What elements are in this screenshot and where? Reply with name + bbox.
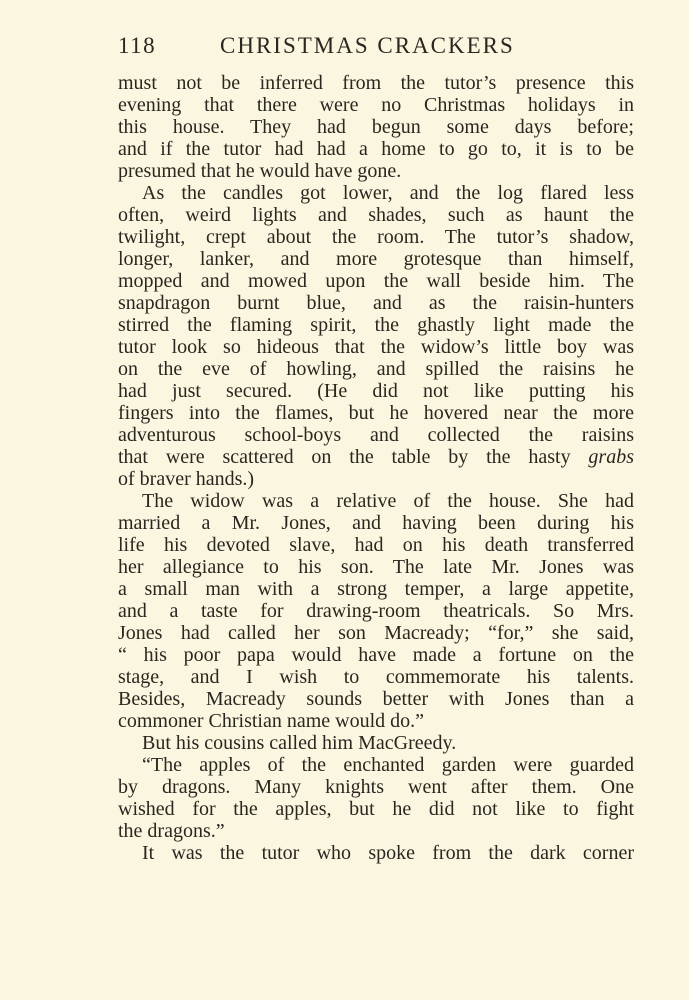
text-line: “ his poor papa would have made a fortune on the [118, 644, 634, 666]
text-line [118, 446, 634, 468]
text-line: had just secured. (He did not like putting his [118, 380, 634, 402]
text-line: life his devoted slave, had on his death transferred [118, 534, 634, 556]
text-line: longer, lanker, and more grotesque than himself, [118, 248, 634, 270]
text-line: Besides, Macready sounds better with Jones than a [118, 688, 634, 710]
text-line: married a Mr. Jones, and having been during his [118, 512, 634, 534]
text-line: on the eve of howling, and spilled the raisins he [118, 358, 634, 380]
text-line: often, weird lights and shades, such as haunt the [118, 204, 634, 226]
text-line: a small man with a strong temper, a large appetite, [118, 578, 634, 600]
text-line: fingers into the flames, but he hovered near the more [118, 402, 634, 424]
text-line: and if the tutor had had a home to go to, it is to be [118, 138, 634, 160]
text-line: mopped and mowed upon the wall beside him. The [118, 270, 634, 292]
text-line: this house. They had begun some days before; [118, 116, 634, 138]
page-number: 118 [118, 33, 157, 58]
text-line: Jones had called her son Macready; “for,” she said, [118, 622, 634, 644]
text-line: adventurous school-boys and collected the raisins [118, 424, 634, 446]
text-line: twilight, crept about the room. The tutor’s shadow, [118, 226, 634, 248]
running-title: CHRISTMAS CRACKERS [220, 33, 515, 58]
page-header [118, 33, 634, 61]
text-line: It was the tutor who spoke from the dark corner [142, 842, 634, 864]
text-line: wished for the apples, but he did not like to fight [118, 798, 634, 820]
text-line: snapdragon burnt blue, and as the raisin-hunters [118, 292, 634, 314]
text-line: tutor look so hideous that the widow’s little boy was [118, 336, 634, 358]
text-line: “The apples of the enchanted garden were guarded [142, 754, 634, 776]
text-line: As the candles got lower, and the log flared less [142, 182, 634, 204]
text-line: must not be inferred from the tutor’s presence this [118, 72, 634, 94]
text-line: and a taste for drawing-room theatricals. So Mrs. [118, 600, 634, 622]
text-segment: that were scattered on the table by the hasty [118, 446, 571, 468]
italic-word: grabs [588, 446, 634, 468]
text-line: stage, and I wish to commemorate his talents. [118, 666, 634, 688]
text-line: The widow was a relative of the house. She had [142, 490, 634, 512]
text-line: by dragons. Many knights went after them. One [118, 776, 634, 798]
text-line: But his cousins called him MacGreedy. [142, 732, 457, 754]
text-line: the dragons.” [118, 820, 225, 842]
body-text [118, 72, 634, 864]
text-line: presumed that he would have gone. [118, 160, 402, 182]
text-line: her allegiance to his son. The late Mr. Jones was [118, 556, 634, 578]
text-line: evening that there were no Christmas holidays in [118, 94, 634, 116]
text-line: of braver hands.) [118, 468, 255, 490]
text-line: commoner Christian name would do.” [118, 710, 425, 732]
text-line: stirred the flaming spirit, the ghastly light made the [118, 314, 634, 336]
